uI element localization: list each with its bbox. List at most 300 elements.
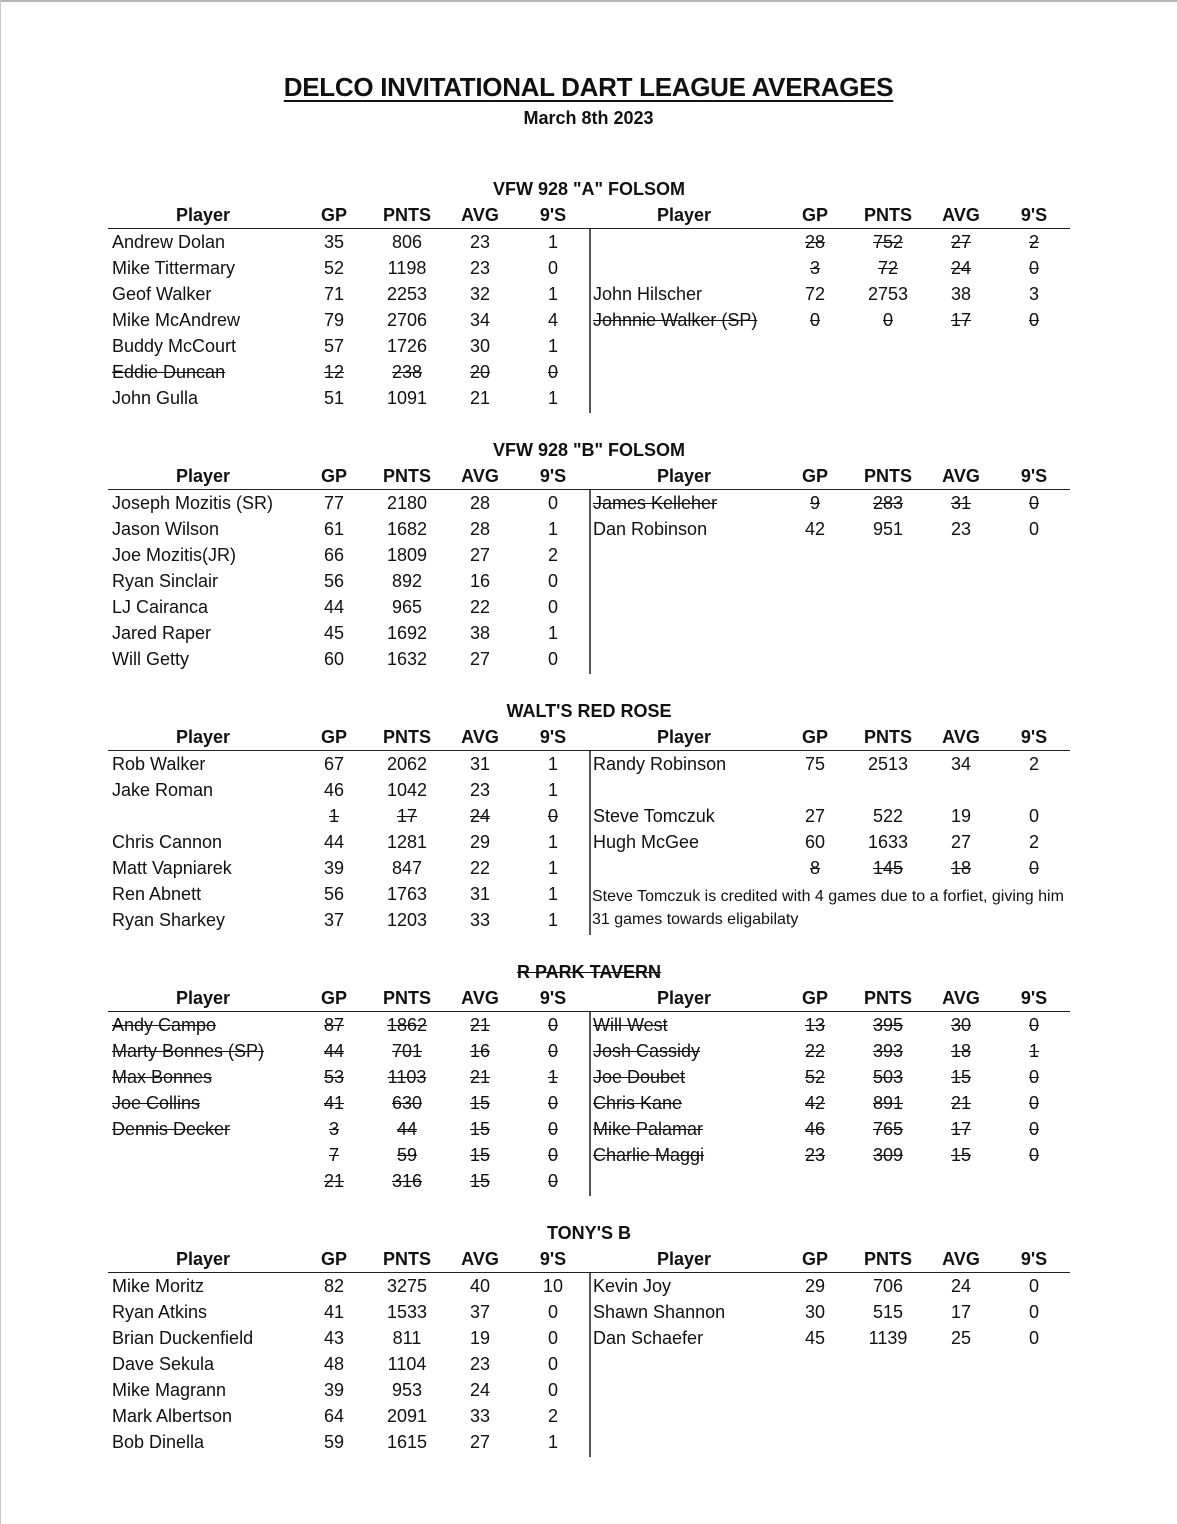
player-gp xyxy=(790,1142,840,1168)
player-gp xyxy=(309,646,359,672)
player-avg xyxy=(936,803,986,829)
player-gp-value: 30 xyxy=(804,1302,826,1322)
player-name-text: John Gulla xyxy=(112,388,199,408)
player-nines xyxy=(528,1403,578,1429)
player-avg-value: 32 xyxy=(469,284,491,304)
player-gp-value: 35 xyxy=(323,232,345,252)
player-avg xyxy=(936,307,986,333)
player-pnts xyxy=(377,359,437,385)
player-pnts xyxy=(377,385,437,411)
player-gp xyxy=(309,568,359,594)
player-gp-value: 23 xyxy=(804,1145,826,1165)
player-gp xyxy=(790,255,840,281)
player-avg-value: 23 xyxy=(469,232,491,252)
player-pnts xyxy=(377,1429,437,1455)
player-pnts xyxy=(377,646,437,672)
header-nines: 9'S xyxy=(1020,466,1048,486)
player-pnts-value: 811 xyxy=(392,1328,422,1348)
player-avg-value: 24 xyxy=(950,1276,972,1296)
player-pnts xyxy=(377,881,437,907)
player-pnts-value: 1862 xyxy=(386,1015,428,1035)
player-nines-value: 0 xyxy=(547,1354,558,1374)
player-name xyxy=(112,568,312,594)
player-pnts xyxy=(858,1090,918,1116)
player-pnts xyxy=(858,229,918,255)
player-avg xyxy=(936,1012,986,1038)
player-pnts-value: 72 xyxy=(877,258,899,278)
column-header-row xyxy=(108,985,1070,1012)
player-gp xyxy=(309,881,359,907)
player-avg-value: 27 xyxy=(950,232,972,252)
player-avg-value: 17 xyxy=(950,1302,972,1322)
player-avg-value: 15 xyxy=(950,1067,972,1087)
player-pnts xyxy=(858,490,918,516)
team-name xyxy=(108,176,1070,202)
player-pnts-value: 1809 xyxy=(386,545,428,565)
player-pnts-value: 393 xyxy=(872,1041,904,1061)
player-name xyxy=(593,1116,793,1142)
player-avg xyxy=(936,777,986,803)
player-pnts-value: 1533 xyxy=(386,1302,428,1322)
header-avg: AVG xyxy=(942,727,980,747)
player-name-text: Mike McAndrew xyxy=(112,310,241,330)
player-avg xyxy=(455,568,505,594)
player-name xyxy=(593,829,793,855)
player-nines-value: 10 xyxy=(542,1276,564,1296)
player-avg-value: 38 xyxy=(469,623,491,643)
player-nines-value: 0 xyxy=(1028,858,1039,878)
player-name-text: Mike Palamar xyxy=(593,1119,704,1139)
header-avg: AVG xyxy=(461,466,499,486)
player-gp-value: 46 xyxy=(323,780,345,800)
player-gp xyxy=(790,803,840,829)
player-nines-value: 1 xyxy=(547,623,558,643)
player-name xyxy=(112,1403,312,1429)
team-name xyxy=(108,437,1070,463)
player-nines xyxy=(528,359,578,385)
player-avg xyxy=(936,1038,986,1064)
player-name xyxy=(112,1351,312,1377)
player-avg xyxy=(455,1377,505,1403)
player-name-text: Ryan Atkins xyxy=(112,1302,208,1322)
player-nines-value: 0 xyxy=(547,1302,558,1322)
header-pnts: PNTS xyxy=(863,205,912,225)
player-avg-value: 22 xyxy=(469,597,491,617)
player-avg-value: 33 xyxy=(469,1406,491,1426)
team-note: Steve Tomczuk is credited with 4 games due to a forfiet, giving him 31 games towards eligabilaty xyxy=(592,888,1064,928)
player-gp-value: 77 xyxy=(323,493,345,513)
player-avg-value: 31 xyxy=(950,493,972,513)
player-gp-value: 7 xyxy=(328,1145,339,1165)
player-nines-value: 3 xyxy=(1028,284,1039,304)
player-avg-value: 38 xyxy=(950,284,972,304)
player-name-text: Dave Sekula xyxy=(112,1354,215,1374)
player-avg-value: 16 xyxy=(469,571,491,591)
player-pnts xyxy=(858,1273,918,1299)
header-avg: AVG xyxy=(942,205,980,225)
player-name-text: Brian Duckenfield xyxy=(112,1328,254,1348)
column-divider xyxy=(589,229,591,413)
player-nines-value: 0 xyxy=(547,571,558,591)
player-nines-value: 1 xyxy=(547,884,558,904)
player-pnts xyxy=(377,907,437,933)
column-divider xyxy=(589,751,591,935)
player-name xyxy=(593,255,793,281)
player-avg xyxy=(455,881,505,907)
player-gp-value: 44 xyxy=(323,832,345,852)
player-name xyxy=(593,1325,793,1351)
player-name-text: Eddie Duncan xyxy=(112,362,226,382)
player-gp-value: 43 xyxy=(323,1328,345,1348)
player-pnts-value: 892 xyxy=(391,571,423,591)
player-name-text: Ryan Sinclair xyxy=(112,571,219,591)
player-pnts xyxy=(858,1325,918,1351)
player-nines xyxy=(1009,829,1059,855)
player-avg xyxy=(455,907,505,933)
header-pnts: PNTS xyxy=(382,988,431,1008)
player-avg-value: 23 xyxy=(469,1354,491,1374)
player-pnts-value: 522 xyxy=(872,806,904,826)
player-nines-value: 2 xyxy=(547,1406,558,1426)
player-name-text: Dan Schaefer xyxy=(593,1328,704,1348)
player-nines-value: 1 xyxy=(547,780,558,800)
player-avg-value: 18 xyxy=(950,1041,972,1061)
player-name xyxy=(593,1273,793,1299)
player-name-text: Marty Bonnes (SP) xyxy=(112,1041,265,1061)
player-name-text: Joe Collins xyxy=(112,1093,201,1113)
player-pnts-value: 238 xyxy=(391,362,423,382)
player-nines-value: 1 xyxy=(547,336,558,356)
player-pnts-value: 752 xyxy=(872,232,904,252)
player-gp xyxy=(790,1064,840,1090)
player-gp xyxy=(309,542,359,568)
player-nines xyxy=(528,1168,578,1194)
player-name-text: Joseph Mozitis (SR) xyxy=(112,493,274,513)
player-avg-value: 34 xyxy=(950,754,972,774)
player-name-text: Will West xyxy=(593,1015,668,1035)
player-pnts-value: 1763 xyxy=(386,884,428,904)
player-pnts-value: 2753 xyxy=(867,284,909,304)
column-divider xyxy=(589,490,591,674)
player-name xyxy=(112,907,312,933)
player-pnts xyxy=(858,1012,918,1038)
player-avg-value: 15 xyxy=(950,1145,972,1165)
player-nines-value: 0 xyxy=(547,1380,558,1400)
player-avg xyxy=(936,1064,986,1090)
header-nines: 9'S xyxy=(1020,1249,1048,1269)
player-avg xyxy=(455,1429,505,1455)
player-gp-value: 51 xyxy=(323,388,345,408)
player-gp xyxy=(790,1038,840,1064)
player-name xyxy=(593,516,793,542)
player-pnts-value: 2091 xyxy=(386,1406,428,1426)
header-player: Player xyxy=(175,466,231,486)
header-avg: AVG xyxy=(461,988,499,1008)
player-pnts-value: 17 xyxy=(396,806,418,826)
player-name-text: John Hilscher xyxy=(593,284,703,304)
column-header-row xyxy=(108,724,1070,751)
header-gp: GP xyxy=(801,205,828,225)
team-name xyxy=(108,698,1070,724)
player-nines-value: 0 xyxy=(1028,258,1039,278)
player-name xyxy=(112,620,312,646)
player-gp-value: 37 xyxy=(323,910,345,930)
player-gp-value: 3 xyxy=(328,1119,339,1139)
player-avg-value: 28 xyxy=(469,493,491,513)
player-name-text: Jason Wilson xyxy=(112,519,220,539)
player-gp-value: 79 xyxy=(323,310,345,330)
player-name-text: Randy Robinson xyxy=(593,754,727,774)
player-avg-value: 31 xyxy=(469,754,491,774)
column-header-row xyxy=(108,463,1070,490)
player-gp-value: 3 xyxy=(809,258,820,278)
player-gp-value: 48 xyxy=(323,1354,345,1374)
player-name-text: Andrew Dolan xyxy=(112,232,226,252)
player-gp xyxy=(309,1403,359,1429)
player-name-text: Max Bonnes xyxy=(112,1067,213,1087)
player-name-text: Hugh McGee xyxy=(593,832,700,852)
player-gp-value: 56 xyxy=(323,884,345,904)
player-gp-value: 29 xyxy=(804,1276,826,1296)
player-name-text: Chris Cannon xyxy=(112,832,223,852)
player-gp xyxy=(309,1351,359,1377)
player-name-text: Charlie Maggi xyxy=(593,1145,705,1165)
player-pnts xyxy=(377,568,437,594)
player-avg-value: 21 xyxy=(469,1067,491,1087)
player-nines-value: 0 xyxy=(1028,310,1039,330)
player-gp xyxy=(309,359,359,385)
player-nines-value: 0 xyxy=(1028,1328,1039,1348)
header-gp: GP xyxy=(320,727,347,747)
player-name-text: Johnnie Walker (SP) xyxy=(593,310,758,330)
player-name xyxy=(593,855,793,881)
player-avg-value: 30 xyxy=(950,1015,972,1035)
player-pnts-value: 765 xyxy=(872,1119,904,1139)
player-pnts xyxy=(377,620,437,646)
player-nines xyxy=(1009,751,1059,777)
player-name-text: Rob Walker xyxy=(112,754,206,774)
player-gp-value: 22 xyxy=(804,1041,826,1061)
player-nines-value: 0 xyxy=(547,258,558,278)
player-pnts-value: 1042 xyxy=(386,780,428,800)
player-nines-value: 0 xyxy=(547,1015,558,1035)
player-gp-value: 71 xyxy=(323,284,345,304)
player-avg-value: 22 xyxy=(469,858,491,878)
player-name-text: LJ Cairanca xyxy=(112,597,209,617)
player-pnts-value: 706 xyxy=(872,1276,904,1296)
player-avg xyxy=(936,855,986,881)
player-gp xyxy=(790,1273,840,1299)
document-date: March 8th 2023 xyxy=(523,108,654,128)
player-nines-value: 1 xyxy=(547,910,558,930)
player-name xyxy=(112,385,312,411)
player-avg-value: 15 xyxy=(469,1145,491,1165)
player-avg-value: 23 xyxy=(950,519,972,539)
player-nines-value: 0 xyxy=(547,493,558,513)
header-avg: AVG xyxy=(942,988,980,1008)
player-nines xyxy=(1009,516,1059,542)
player-name-text: Jared Raper xyxy=(112,623,212,643)
header-avg: AVG xyxy=(461,205,499,225)
player-avg xyxy=(936,751,986,777)
player-avg-value: 25 xyxy=(950,1328,972,1348)
header-nines: 9'S xyxy=(539,1249,567,1269)
header-nines: 9'S xyxy=(539,988,567,1008)
header-pnts: PNTS xyxy=(382,727,431,747)
player-nines-value: 1 xyxy=(547,858,558,878)
player-pnts xyxy=(377,1351,437,1377)
player-gp-value: 52 xyxy=(323,258,345,278)
team-name-text: WALT'S RED ROSE xyxy=(506,701,672,721)
player-pnts-value: 2253 xyxy=(386,284,428,304)
player-pnts-value: 1103 xyxy=(387,1067,427,1087)
player-gp-value: 87 xyxy=(323,1015,345,1035)
player-gp-value: 42 xyxy=(804,519,826,539)
header-nines: 9'S xyxy=(1020,205,1048,225)
player-nines xyxy=(528,385,578,411)
player-avg-value: 17 xyxy=(950,1119,972,1139)
player-nines xyxy=(1009,777,1059,803)
player-name-text: Josh Cassidy xyxy=(593,1041,701,1061)
player-gp xyxy=(309,1429,359,1455)
player-gp xyxy=(790,490,840,516)
player-nines-value: 0 xyxy=(547,1328,558,1348)
player-pnts-value: 1615 xyxy=(386,1432,428,1452)
player-nines-value: 0 xyxy=(547,597,558,617)
player-nines xyxy=(1009,1038,1059,1064)
player-name xyxy=(593,1090,793,1116)
player-name-text: Jake Roman xyxy=(112,780,214,800)
player-avg xyxy=(455,620,505,646)
player-nines xyxy=(1009,855,1059,881)
player-pnts-value: 316 xyxy=(391,1171,423,1191)
player-nines-value: 1 xyxy=(547,1067,558,1087)
player-gp-value: 44 xyxy=(323,1041,345,1061)
player-name-text: Mark Albertson xyxy=(112,1406,233,1426)
player-nines xyxy=(1009,281,1059,307)
player-avg-value: 23 xyxy=(469,258,491,278)
player-gp-value: 46 xyxy=(804,1119,826,1139)
player-nines-value: 1 xyxy=(547,754,558,774)
player-avg-value: 40 xyxy=(469,1276,491,1296)
header-player: Player xyxy=(656,205,712,225)
player-name-text: Dennis Decker xyxy=(112,1119,231,1139)
player-name-text: Shawn Shannon xyxy=(593,1302,726,1322)
player-gp-value: 61 xyxy=(323,519,345,539)
player-avg xyxy=(936,490,986,516)
player-gp xyxy=(790,307,840,333)
player-pnts xyxy=(858,1116,918,1142)
player-nines-value: 0 xyxy=(1028,1015,1039,1035)
player-pnts-value: 503 xyxy=(872,1067,904,1087)
header-nines: 9'S xyxy=(539,205,567,225)
player-nines-value: 0 xyxy=(547,1041,558,1061)
player-name xyxy=(593,777,793,803)
player-pnts-value: 309 xyxy=(872,1145,904,1165)
player-gp xyxy=(790,855,840,881)
player-gp-value: 41 xyxy=(323,1302,345,1322)
player-name xyxy=(593,803,793,829)
player-pnts-value: 2180 xyxy=(386,493,428,513)
player-avg-value: 27 xyxy=(950,832,972,852)
player-gp xyxy=(790,1116,840,1142)
player-nines-value: 0 xyxy=(547,1119,558,1139)
player-avg-value: 29 xyxy=(469,832,491,852)
player-gp-value: 67 xyxy=(323,754,345,774)
player-gp xyxy=(309,1377,359,1403)
player-gp-value: 39 xyxy=(323,858,345,878)
player-avg xyxy=(455,542,505,568)
player-name-text: Geof Walker xyxy=(112,284,212,304)
player-gp-value: 45 xyxy=(323,623,345,643)
player-gp-value: 45 xyxy=(804,1328,826,1348)
document-title xyxy=(0,72,1177,103)
player-name xyxy=(593,751,793,777)
player-gp-value: 8 xyxy=(809,858,820,878)
player-gp-value: 0 xyxy=(809,310,820,330)
player-name xyxy=(593,490,793,516)
player-nines-value: 1 xyxy=(547,832,558,852)
player-avg-value: 30 xyxy=(469,336,491,356)
player-name-text: Andy Campo xyxy=(112,1015,217,1035)
team-name-text: TONY'S B xyxy=(547,1223,631,1243)
player-avg-value: 19 xyxy=(950,806,972,826)
header-pnts: PNTS xyxy=(863,1249,912,1269)
header-player: Player xyxy=(175,988,231,1008)
player-gp xyxy=(790,516,840,542)
header-pnts: PNTS xyxy=(382,1249,431,1269)
player-avg-value: 33 xyxy=(469,910,491,930)
player-avg xyxy=(455,333,505,359)
column-header-row xyxy=(108,1246,1070,1273)
player-name-text: James Kelleher xyxy=(593,493,718,513)
player-name xyxy=(112,542,312,568)
player-pnts xyxy=(858,803,918,829)
player-name-text: Ryan Sharkey xyxy=(112,910,226,930)
player-avg xyxy=(936,255,986,281)
header-nines: 9'S xyxy=(539,727,567,747)
player-avg xyxy=(936,281,986,307)
player-gp-value: 66 xyxy=(323,545,345,565)
player-gp-value: 52 xyxy=(804,1067,826,1087)
player-avg-value: 37 xyxy=(469,1302,491,1322)
header-gp: GP xyxy=(320,205,347,225)
player-gp xyxy=(790,1299,840,1325)
player-gp xyxy=(309,385,359,411)
player-gp-value: 1 xyxy=(328,806,339,826)
player-avg xyxy=(455,1168,505,1194)
player-nines-value: 0 xyxy=(1028,806,1039,826)
player-gp xyxy=(790,777,840,803)
player-nines-value: 1 xyxy=(1028,1041,1039,1061)
header-avg: AVG xyxy=(942,1249,980,1269)
player-name xyxy=(593,1299,793,1325)
player-pnts-value: 2513 xyxy=(867,754,909,774)
player-pnts xyxy=(858,1064,918,1090)
player-avg xyxy=(936,229,986,255)
player-pnts-value: 951 xyxy=(872,519,904,539)
player-avg xyxy=(936,1116,986,1142)
player-nines xyxy=(1009,1325,1059,1351)
player-avg xyxy=(455,1403,505,1429)
player-pnts xyxy=(858,1299,918,1325)
header-player: Player xyxy=(175,205,231,225)
header-avg: AVG xyxy=(461,1249,499,1269)
player-pnts xyxy=(858,777,918,803)
player-gp-value: 72 xyxy=(804,284,826,304)
header-gp: GP xyxy=(320,466,347,486)
header-gp: GP xyxy=(801,727,828,747)
